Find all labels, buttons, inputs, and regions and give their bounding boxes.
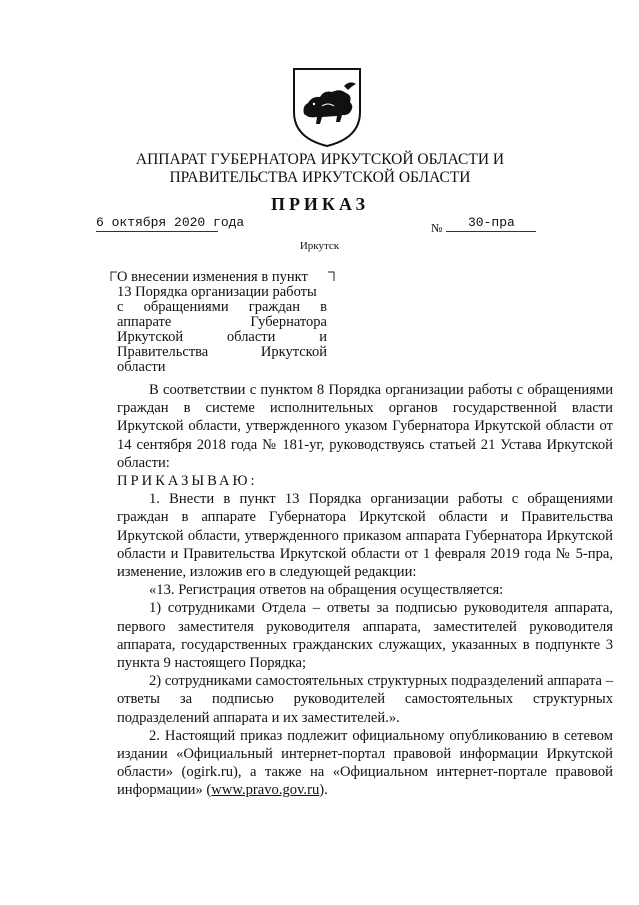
subject-line <box>117 315 327 330</box>
subject-line: О внесении изменения в пункт <box>117 269 308 285</box>
subitem-2-paragraph: 2) сотрудниками самостоятельных структурных подразделений аппарата – ответы за подписью руководителей самостоятельных структурных подразделений аппарата и их заместителей.». <box>117 673 613 726</box>
preamble-paragraph: В соответствии с пунктом 8 Порядка организации работы с обращениями граждан в системе исполнительных органов государственной власти Иркутской области, утвержденного указом Губернатора Иркутской области от 14 сентября 2018 года № 181-уг, руководствуясь статьей 21 Устава Иркутской области: <box>117 382 613 471</box>
subject-word: Правительства <box>117 344 209 360</box>
subject-word: области <box>226 329 276 345</box>
city: Иркутск <box>299 240 340 252</box>
subject-word: Иркутской <box>117 329 184 345</box>
number-sign: № <box>431 221 443 235</box>
order-number: 30-пра <box>468 215 515 230</box>
document-type: ПРИКАЗ <box>270 194 370 214</box>
item-2-end: ). <box>319 782 328 799</box>
subject-line: 13 Порядка организации работы <box>117 284 317 300</box>
item-2-text: 2. Настоящий приказ подлежит официальному опубликованию в сетевом издании «Официальный интернет-портал правовой информации Иркутской области» (ogirk.ru), а также на «Официальном интернет-портале правовой информации» ( <box>117 727 613 799</box>
subject-block <box>117 270 327 375</box>
document-body <box>117 381 613 800</box>
order-date: 6 октября 2020 года <box>96 215 245 230</box>
pravo-gov-link[interactable]: www.pravo.gov.ru <box>211 782 320 799</box>
order-word: ПРИКАЗЫВАЮ: <box>117 473 258 490</box>
subject-line: области <box>117 359 166 375</box>
org-name-line-1: АППАРАТ ГУБЕРНАТОРА ИРКУТСКОЙ ОБЛАСТИ И <box>135 151 505 168</box>
subject-word: аппарате <box>117 314 172 330</box>
subject-word: обращениями <box>143 299 229 315</box>
coat-of-arms-icon <box>290 66 364 148</box>
subject-word: граждан <box>248 299 300 315</box>
subitem-1-paragraph: 1) сотрудниками Отдела – ответы за подписью руководителя аппарата, первого заместителя руководителя аппарата, заместителей руководителя аппарата, государственных гражданских служащих, указанных в подпункте 3 пункта 9 настоящего Порядка; <box>117 600 613 672</box>
subject-word: в <box>320 299 327 315</box>
number-underline <box>446 231 536 232</box>
item-2-paragraph <box>117 727 613 800</box>
item-1-paragraph: 1. Внести в пункт 13 Порядка организации работы с обращениями граждан в аппарате Губернатора Иркутской области и Правительства Иркутской области, утвержденного приказом аппарата Губернатора Иркутской области и Правительства Иркутской области от 1 февраля 2019 года № 5-пра, изменение, изложив его в следующей редакции: <box>117 491 613 581</box>
subject-word: Иркутской <box>260 344 327 360</box>
subject-word: и <box>319 329 327 345</box>
subject-line <box>117 330 327 345</box>
subject-word: с <box>117 299 124 315</box>
quote-intro-paragraph: «13. Регистрация ответов на обращения осуществляется: <box>149 582 504 599</box>
org-name-line-2: ПРАВИТЕЛЬСТВА ИРКУТСКОЙ ОБЛАСТИ <box>169 169 471 186</box>
subject-word: Губернатора <box>250 314 327 330</box>
subject-line <box>117 300 327 315</box>
date-underline <box>96 231 218 232</box>
subject-line <box>117 345 327 360</box>
